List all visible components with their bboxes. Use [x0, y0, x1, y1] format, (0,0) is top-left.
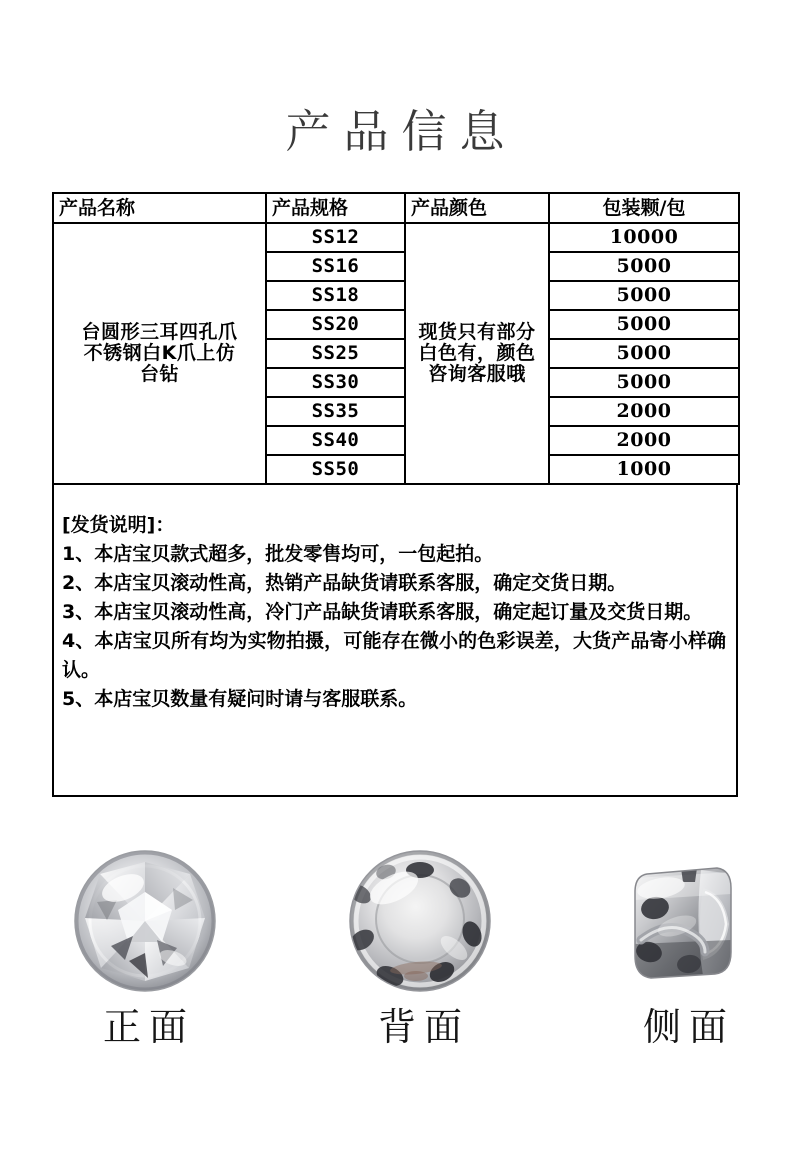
- cell-spec: SS40: [266, 426, 405, 455]
- cell-qty: 5000: [549, 368, 739, 397]
- product-photo-front-image: [45, 848, 245, 998]
- cell-spec: SS16: [266, 252, 405, 281]
- list-item: 3、本店宝贝滚动性高，冷门产品缺货请联系客服，确定起订量及交货日期。: [62, 601, 703, 623]
- cell-qty: 5000: [549, 339, 739, 368]
- product-photo-back-image: [320, 848, 520, 998]
- cell-spec: SS12: [266, 223, 405, 252]
- cell-spec: SS18: [266, 281, 405, 310]
- table-row: [53, 223, 739, 252]
- header-package-qty: 包装颗/包: [549, 193, 739, 223]
- list-item: 4、本店宝贝所有均为实物拍摄，可能存在微小的色彩误差，大货产品寄小样确认。: [62, 630, 726, 681]
- cell-spec: SS20: [266, 310, 405, 339]
- page-title: 产品信息: [285, 105, 518, 158]
- cell-qty: 1000: [549, 455, 739, 484]
- product-photo-row: [0, 848, 790, 1078]
- cell-product-name: [53, 223, 266, 484]
- cell-qty: 2000: [549, 397, 739, 426]
- notes-heading: [发货说明]：: [62, 514, 175, 536]
- cell-spec: SS25: [266, 339, 405, 368]
- header-product-color: 产品颜色: [405, 193, 549, 223]
- cell-qty: 10000: [549, 223, 739, 252]
- photo-caption-back: 背面: [377, 1005, 470, 1049]
- cell-spec: SS50: [266, 455, 405, 484]
- header-product-spec: 产品规格: [266, 193, 405, 223]
- photo-caption-side: 侧面: [642, 1005, 735, 1049]
- list-item: 2、本店宝贝滚动性高，热销产品缺货请联系客服，确定交货日期。: [62, 572, 627, 594]
- photo-caption-front: 正面: [102, 1005, 195, 1049]
- photo-cell-side: [585, 848, 785, 1050]
- product-spec-table: [52, 192, 740, 485]
- product-name-line: 台钻: [139, 363, 179, 385]
- header-product-name: 产品名称: [53, 193, 266, 223]
- notes-list: [62, 540, 726, 714]
- list-item: 5、本店宝贝数量有疑问时请与客服联系。: [62, 688, 418, 710]
- table-header-row: [53, 193, 739, 223]
- cell-spec: SS30: [266, 368, 405, 397]
- photo-cell-front: [45, 848, 245, 1050]
- photo-cell-back: [320, 848, 520, 1050]
- product-name-line: 台圆形三耳四孔爪: [81, 321, 238, 343]
- cell-qty: 5000: [549, 281, 739, 310]
- product-photo-side-image: [585, 848, 785, 998]
- shipping-notes-box: [52, 483, 738, 797]
- cell-color-note: 现货只有部分白色有，颜色咨询客服哦: [405, 223, 549, 484]
- cell-qty: 5000: [549, 310, 739, 339]
- cell-qty: 2000: [549, 426, 739, 455]
- cell-spec: SS35: [266, 397, 405, 426]
- product-name-line: 不锈钢白K爪上仿: [83, 342, 236, 364]
- cell-qty: 5000: [549, 252, 739, 281]
- list-item: 1、本店宝贝款式超多，批发零售均可，一包起拍。: [62, 543, 494, 565]
